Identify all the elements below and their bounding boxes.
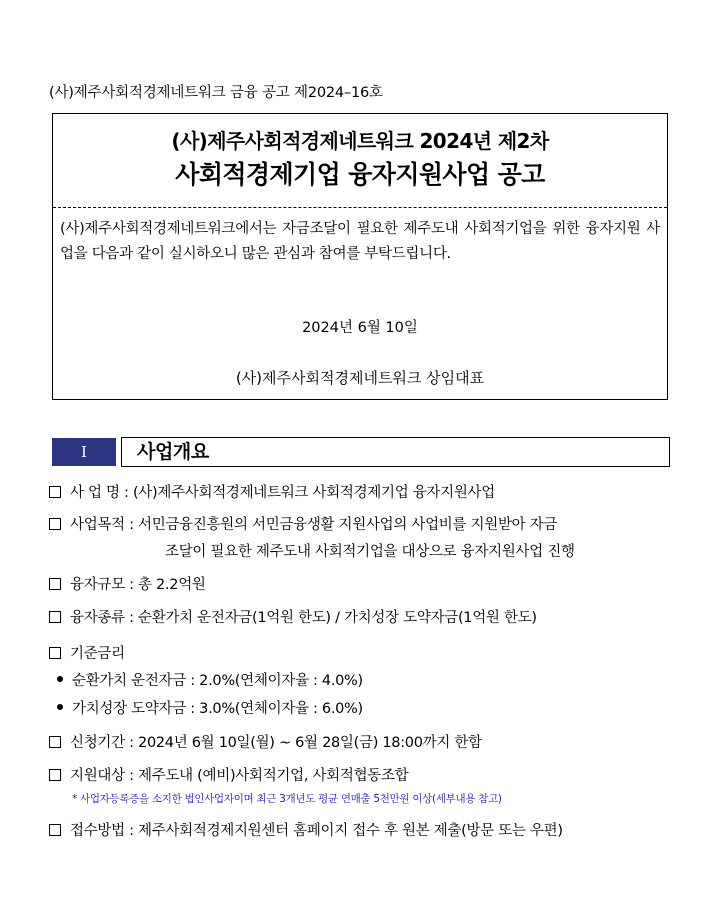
bullet-icon — [57, 704, 63, 710]
rate-circular-value — [57, 671, 363, 691]
checkbox-icon — [49, 736, 61, 748]
checkbox-icon — [49, 578, 61, 590]
section-title: 사업개요 — [121, 437, 670, 467]
item-text: 접수방법 : 제주사회적경제지원센터 홈페이지 접수 후 원본 제출(방문 또는 우편) — [70, 823, 563, 839]
item-text: 사업목적 : 서민금융진흥원의 서민금융생활 지원사업의 사업비를 지원받아 자금 — [70, 517, 558, 533]
checkbox-icon — [49, 647, 61, 659]
item-loan-type — [49, 608, 537, 628]
section-number-badge: I — [52, 438, 116, 466]
bullet-icon — [57, 676, 63, 682]
item-base-rate — [49, 644, 125, 664]
title-line-1: (사)제주사회적경제네트워크 2024년 제2차 — [171, 129, 549, 153]
rate-value-growth — [57, 699, 363, 719]
announcement-date: 2024년 6월 10일 — [302, 320, 418, 336]
notice-number: (사)제주사회적경제네트워크 금융 공고 제2024–16호 — [49, 85, 383, 101]
item-purpose — [49, 515, 557, 535]
item-text: 지원대상 : 제주도내 (예비)사회적기업, 사회적협동조합 — [70, 768, 409, 784]
checkbox-icon — [49, 769, 61, 781]
dashed-divider — [53, 207, 667, 208]
rate-text: 순환가치 운전자금 : 2.0%(연체이자율 : 4.0%) — [72, 673, 363, 689]
title-line-2: 사회적경제기업 융자지원사업 공고 — [175, 160, 545, 189]
announcement-signature: (사)제주사회적경제네트워크 상임대표 — [235, 369, 485, 387]
item-application-period — [49, 733, 482, 753]
checkbox-icon — [49, 486, 61, 498]
item-text: 융자종류 : 순환가치 운전자금(1억원 한도) / 가치성장 도약자금(1억원 한도) — [70, 610, 537, 626]
checkbox-icon — [49, 824, 61, 836]
announcement-body: (사)제주사회적경제네트워크에서는 자금조달이 필요한 제주도내 사회적기업을 위한 융자지원 사업을 다음과 같이 실시하오니 많은 관심과 참여를 부탁드립니다. — [60, 221, 660, 262]
rate-text: 가치성장 도약자금 : 3.0%(연체이자율 : 6.0%) — [72, 701, 363, 717]
item-purpose-continued: 조달이 필요한 제주도내 사회적기업을 대상으로 융자지원사업 진행 — [165, 544, 575, 560]
checkbox-icon — [49, 518, 61, 530]
item-eligibility — [49, 766, 408, 786]
announcement-title — [53, 128, 667, 192]
checkbox-icon — [49, 611, 61, 623]
item-text: 사 업 명 : (사)제주사회적경제네트워크 사회적경제기업 융자지원사업 — [70, 485, 495, 501]
item-business-name — [49, 483, 495, 503]
item-loan-scale — [49, 575, 206, 595]
item-submission-method — [49, 821, 563, 841]
announcement-box — [52, 113, 668, 400]
item-text: 융자규모 : 총 2.2억원 — [70, 577, 206, 593]
eligibility-note: * 사업자등록증을 소지한 법인사업자이며 최근 3개년도 평균 연매출 5천만원 이상(세부내용 참고) — [72, 793, 502, 805]
item-text: 신청기간 : 2024년 6월 10일(월) ~ 6월 28일(금) 18:00까지 한함 — [70, 735, 482, 751]
item-text: 기준금리 — [70, 646, 125, 662]
